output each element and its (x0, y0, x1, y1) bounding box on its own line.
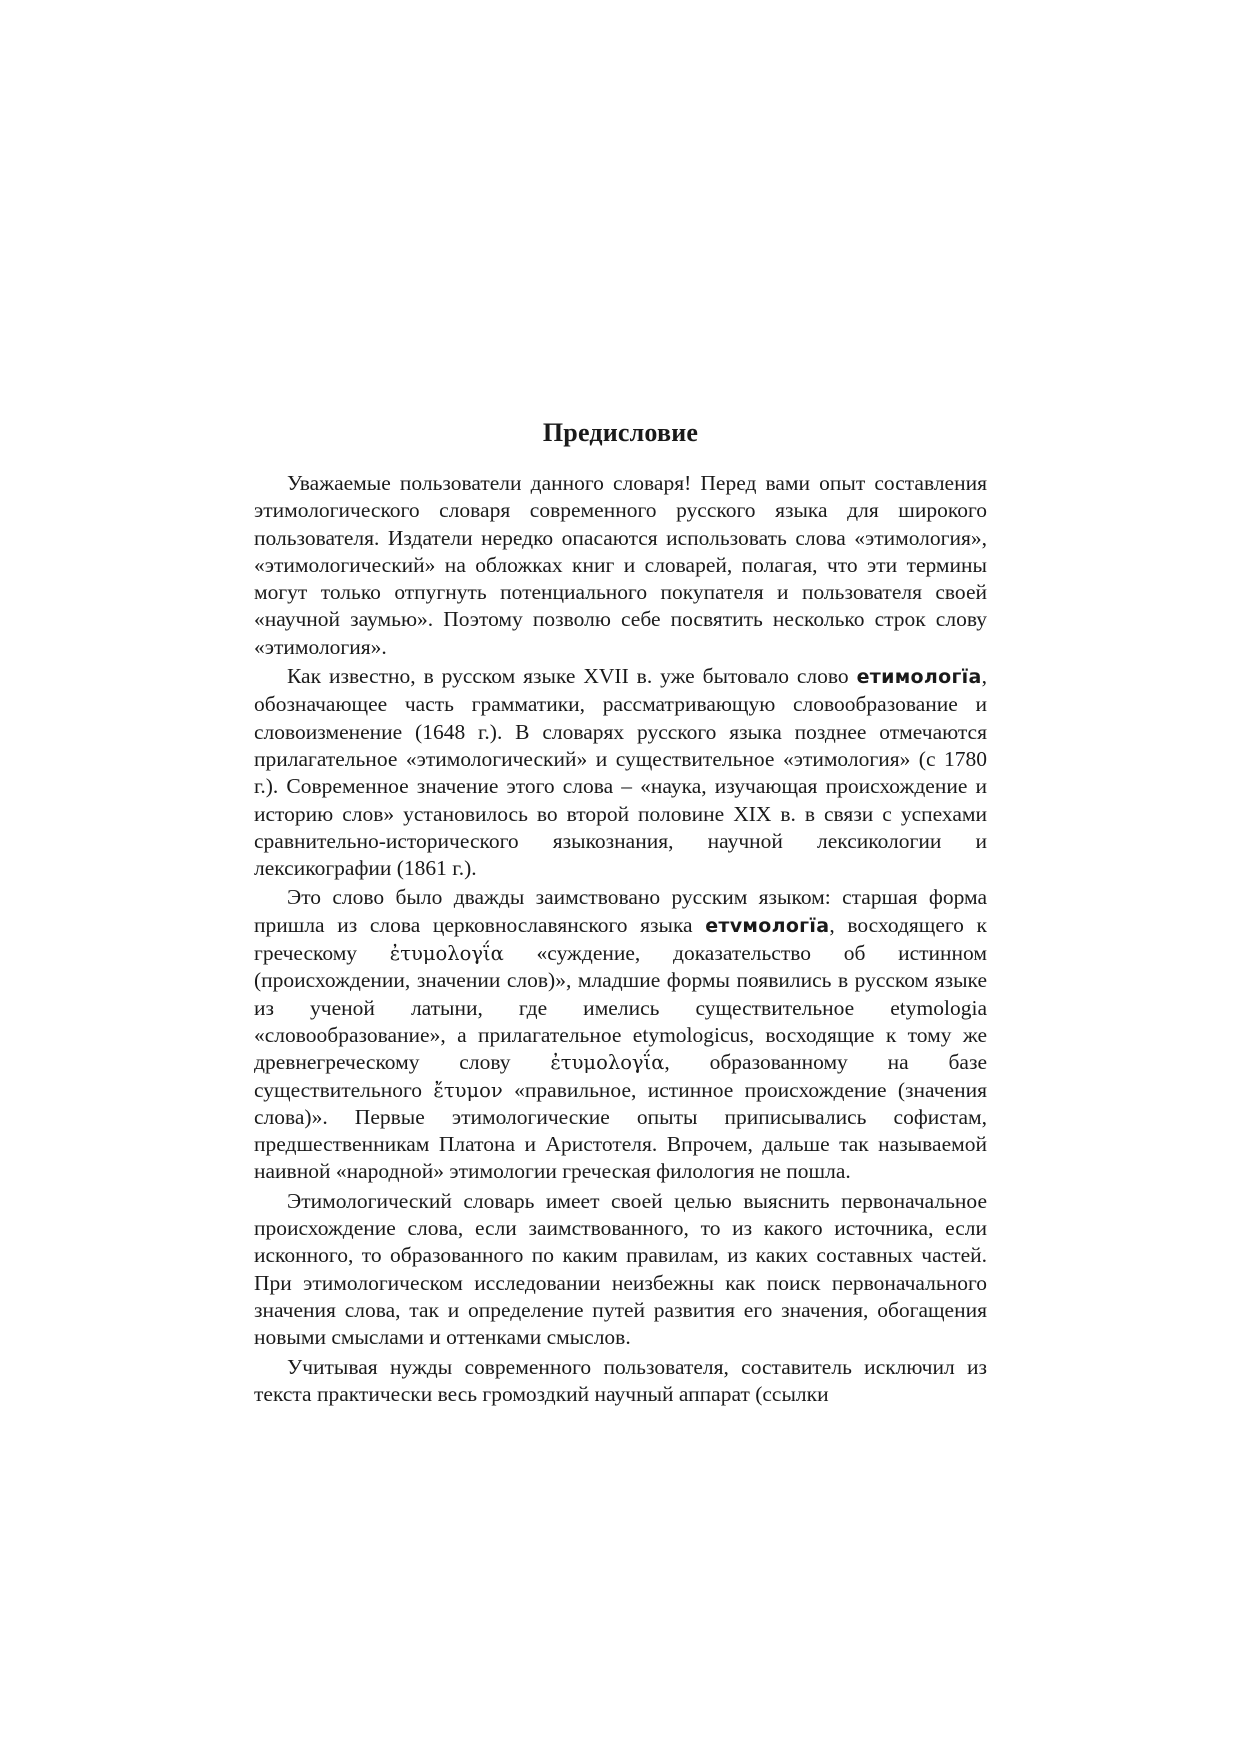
paragraph-3-text-a: Это слово было дважды заимствовано русским языком: старшая форма пришла из слова церковнославянского языка (254, 885, 987, 937)
paragraph-3-text-c: «суждение, доказательство об истинном (происхождении, значении слов)», младшие формы появились в русском языке из ученой латыни, где имелись существительное etymologia «словообразование», а прилагательное etymologicus, восходящие к тому же древнегреческому слову (254, 941, 987, 1075)
paragraph-3-text-e: «правильное, истинное происхождение (значения слова)». Первые этимологические опыты приписывались софистам, предшественникам Платона и Аристотеля. Впрочем, дальше так называемой наивной «народной» этимологии греческая филология не пошла. (254, 1077, 987, 1184)
paragraph-3-text-b: , восходящего к греческому (254, 912, 987, 966)
paragraph-4: Этимологический словарь имеет своей целью выяснить первоначальное происхождение слова, если заимствованного, то из какого источника, если исконного, то образованного по каким правилам, из каких составных частей. При этимологическом исследовании неизбежны как поиск первоначального значения слова, так и определение путей развития его значения, обогащения новыми смыслами и оттенками смыслов. (254, 1188, 987, 1350)
paragraph-2-text-b: , обозначающее часть грамматики, рассматривающую словообразование и словоизменение (1648 г.). В словарях русского языка позднее отмечаются прилагательное «этимологический» и существительное «этимология» (с 1780 г.). Современное значение этого слова – «наука, изучающая происхождение и историю слов» установилось во второй половине XIX в. в связи с успехами сравнительно-исторического языкознания, научной лексикологии и лексикографии (1861 г.). (254, 664, 987, 881)
greek-word: ἐτυμολογΐα (389, 942, 504, 966)
page-title: Предисловие (542, 418, 699, 447)
church-slavonic-word: етимологïа (856, 666, 982, 689)
paragraph-2-text-a: Как известно, в русском языке XVII в. уже бытовало слово (287, 664, 857, 689)
preface-body (254, 470, 987, 1408)
church-slavonic-word: етvмологïа (705, 914, 830, 937)
paragraph-2 (254, 663, 987, 882)
paragraph-1: Уважаемые пользователи данного словаря! Перед вами опыт составления этимологического словаря современного русского языка для широкого пользователя. Издатели нередко опасаются использовать слова «этимология», «этимологический» на обложках книг и словарей, полагая, что эти термины могут только отпугнуть потенциального покупателя и пользователя своей «научной заумью». Поэтому позволю себе посвятить несколько строк слову «этимология». (254, 471, 987, 659)
paragraph-5: Учитывая нужды современного пользователя, составитель исключил из текста практически весь громоздкий научный аппарат (ссылки (254, 1354, 987, 1406)
document-page (254, 418, 987, 1408)
paragraph-3 (254, 884, 987, 1185)
greek-word: ἐτυμολογΐα (550, 1051, 665, 1075)
paragraph-3-text-d: , образованному на базе существительного (254, 1050, 987, 1102)
greek-word: ἔτυμον (433, 1078, 503, 1102)
